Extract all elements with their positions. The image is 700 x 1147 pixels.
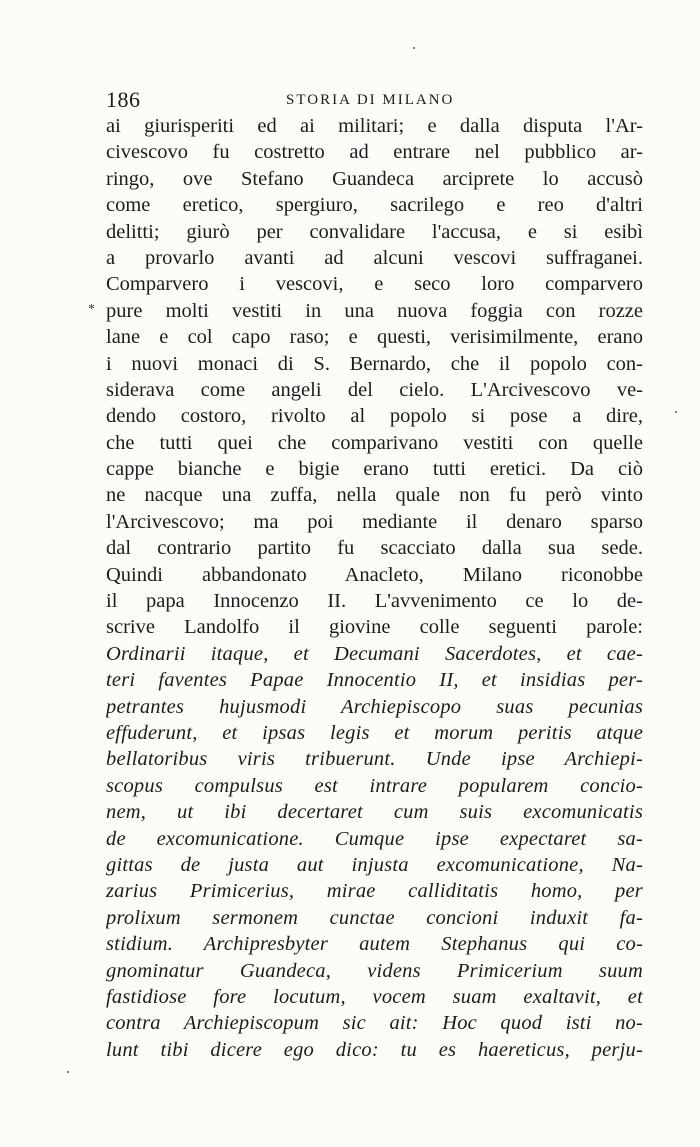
text-line: zarius Primicerius, mirae calliditatis homo, per	[106, 880, 643, 903]
text-line: prolixum sermonem cunctae concioni induxit fa-	[106, 906, 643, 929]
body-text	[106, 113, 643, 1063]
text-line: gnominatur Guandeca, videns Primicerium suum	[106, 959, 643, 982]
text-line: bellatoribus viris tribuerunt. Unde ipse Archiepi-	[106, 748, 643, 771]
text-line: siderava come angeli del cielo. L'Arcivescovo ve-	[106, 378, 643, 401]
text-line: il papa Innocenzo II. L'avvenimento ce lo de-	[106, 590, 643, 613]
text-line: ai giurisperiti ed ai militari; e dalla disputa l'Ar-	[106, 115, 643, 137]
text-line: dendo costoro, rivolto al popolo si pose a dire,	[106, 405, 643, 428]
text-line: lane e col capo raso; e questi, verisimilmente, erano	[106, 326, 643, 349]
print-speck	[67, 1071, 69, 1073]
text-line: come eretico, spergiuro, sacrilego e reo d'altri	[106, 194, 643, 217]
text-line: teri faventes Papae Innocentio II, et insidias per-	[106, 669, 643, 692]
text-line: contra Archiepiscopum sic ait: Hoc quod isti no-	[106, 1012, 643, 1035]
text-line: scopus compulsus est intrare popularem concio-	[106, 774, 643, 797]
text-line: pure molti vestiti in una nuova foggia con rozze	[106, 299, 643, 322]
text-line: dal contrario partito fu scacciato dalla sua sede.	[106, 537, 643, 560]
running-title: STORIA DI MILANO	[286, 92, 455, 108]
text-line: lunt tibi dicere ego dico: tu es haereticus, perju-	[106, 1038, 643, 1061]
text-line: nem, ut ibi decertaret cum suis excomunicatis	[106, 801, 643, 824]
print-speck	[675, 411, 677, 413]
text-line: civescovo fu costretto ad entrare nel pubblico ar-	[106, 141, 643, 164]
text-line: petrantes hujusmodi Archiepiscopo suas pecunias	[106, 695, 643, 718]
text-line: che tutti quei che comparivano vestiti con quelle	[106, 431, 643, 454]
text-line: effuderunt, et ipsas legis et morum peritis atque	[106, 721, 643, 744]
text-line: scrive Landolfo il giovine colle seguenti parole:	[106, 616, 643, 639]
text-line: de excomunicatione. Cumque ipse expectaret sa-	[106, 827, 643, 850]
print-speck	[413, 47, 415, 49]
text-line: ringo, ove Stefano Guandeca arciprete lo accusò	[106, 167, 643, 190]
text-line: stidium. Archipresbyter autem Stephanus qui co-	[106, 933, 643, 956]
text-line: delitti; giurò per convalidare l'accusa, e si esibì	[106, 220, 643, 243]
text-line: i nuovi monaci di S. Bernardo, che il popolo con-	[106, 352, 643, 375]
text-line: Comparvero i vescovi, e seco loro comparvero	[106, 273, 643, 296]
text-line: a provarlo avanti ad alcuni vescovi suffraganei.	[106, 246, 643, 269]
page-header	[106, 87, 643, 113]
text-line: Ordinarii itaque, et Decumani Sacerdotes, et cae-	[106, 642, 643, 665]
text-line: cappe bianche e bigie erano tutti eretici. Da ciò	[106, 458, 643, 481]
text-line: ne nacque una zuffa, nella quale non fu però vinto	[106, 484, 643, 507]
text-line: gittas de justa aut injusta excomunicatione, Na-	[106, 853, 643, 876]
text-line: l'Arcivescovo; ma poi mediante il denaro sparso	[106, 510, 643, 533]
margin-mark: *	[88, 302, 95, 317]
text-line: Quindi abbandonato Anacleto, Milano riconobbe	[106, 563, 643, 586]
page-number: 186	[106, 87, 141, 112]
text-line: fastidiose fore locutum, vocem suam exaltavit, et	[106, 985, 643, 1008]
